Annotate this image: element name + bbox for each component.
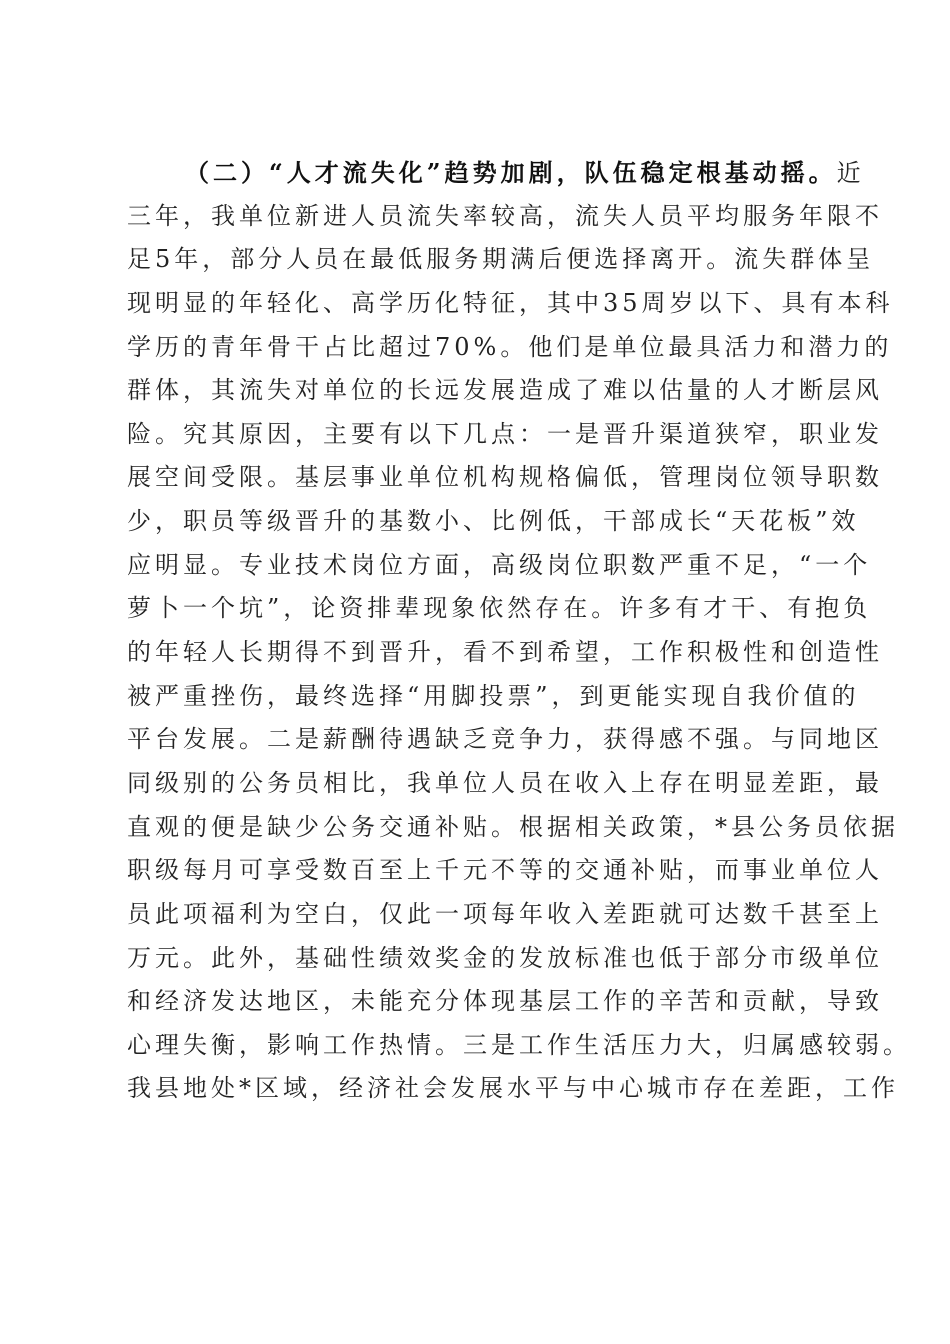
paragraph-line-6: 群体，其流失对单位的长远发展造成了难以估量的人才断层风 — [127, 376, 883, 405]
section-heading: （二）“人才流失化”趋势加剧，队伍稳定根基动摇。 — [185, 158, 837, 187]
paragraph-line-20: 和经济发达地区，未能充分体现基层工作的辛苦和贡献，导致 — [127, 987, 883, 1016]
paragraph-line-19: 万元。此外，基础性绩效奖金的发放标准也低于部分市级单位 — [127, 943, 883, 972]
paragraph-line-22: 我县地处*区域，经济社会发展水平与中心城市存在差距，工作 — [127, 1074, 899, 1103]
paragraph-line-9: 少，职员等级晋升的基数小、比例低，干部成长“天花板”效 — [127, 507, 860, 536]
paragraph-line-21: 心理失衡，影响工作热情。三是工作生活压力大，归属感较弱。 — [127, 1030, 911, 1059]
paragraph-line-16: 直观的便是缺少公务交通补贴。根据相关政策，*县公务员依据 — [127, 812, 899, 841]
line-text: 近 — [836, 159, 865, 187]
paragraph-line-1 — [127, 151, 865, 195]
paragraph-line-14: 平台发展。二是薪酬待遇缺乏竞争力，获得感不强。与同地区 — [127, 725, 883, 754]
paragraph-line-15: 同级别的公务员相比，我单位人员在收入上存在明显差距，最 — [127, 768, 883, 797]
paragraph-line-10: 应明显。专业技术岗位方面，高级岗位职数严重不足，“一个 — [127, 550, 872, 579]
paragraph-line-17: 职级每月可享受数百至上千元不等的交通补贴，而事业单位人 — [127, 856, 883, 885]
paragraph-line-2: 三年，我单位新进人员流失率较高，流失人员平均服务年限不 — [127, 201, 883, 230]
paragraph-line-12: 的年轻人长期得不到晋升，看不到希望，工作积极性和创造性 — [127, 638, 883, 667]
paragraph-line-4: 现明显的年轻化、高学历化特征，其中35周岁以下、具有本科 — [127, 288, 894, 317]
paragraph-line-3: 足5年，部分人员在最低服务期满后便选择离开。流失群体呈 — [127, 245, 875, 274]
paragraph-line-18: 员此项福利为空白，仅此一项每年收入差距就可达数千甚至上 — [127, 899, 883, 928]
paragraph-line-5: 学历的青年骨干占比超过70%。他们是单位最具活力和潜力的 — [127, 332, 893, 361]
paragraph-line-7: 险。究其原因，主要有以下几点：一是晋升渠道狭窄，职业发 — [127, 419, 883, 448]
paragraph-line-11: 萝卜一个坑”，论资排辈现象依然存在。许多有才干、有抱负 — [127, 594, 872, 623]
paragraph-line-8: 展空间受限。基层事业单位机构规格偏低，管理岗位领导职数 — [127, 463, 883, 492]
document-body — [127, 151, 911, 1111]
paragraph-line-13: 被严重挫伤，最终选择“用脚投票”，到更能实现自我价值的 — [127, 681, 860, 710]
